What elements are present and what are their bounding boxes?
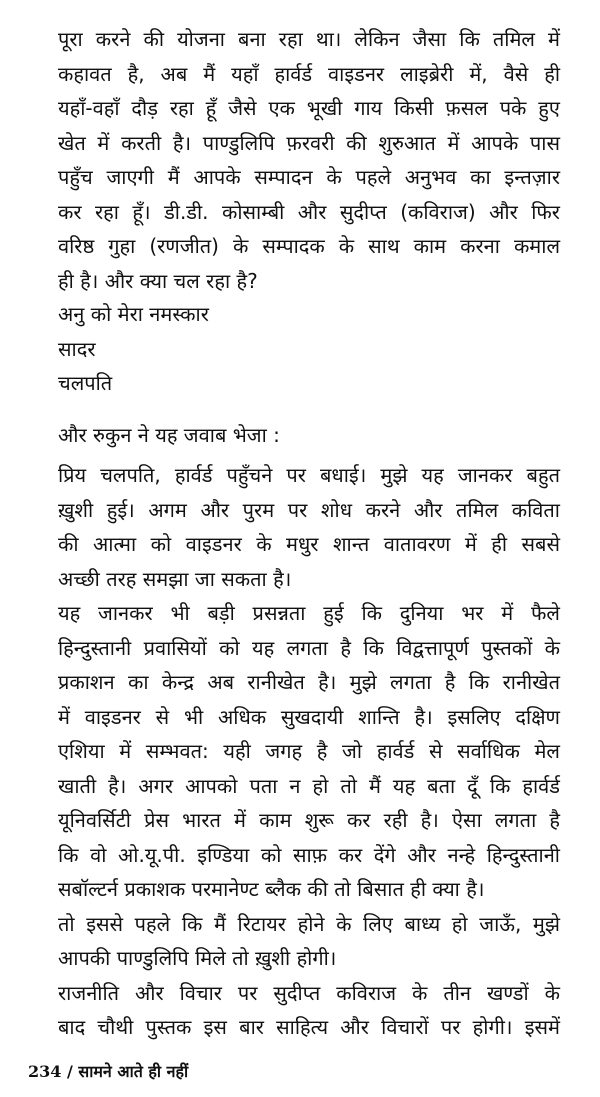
reply-introduction — [58, 418, 560, 453]
footer-separator: / — [61, 1062, 79, 1081]
text-line: ख़ुशी हुई। अगम और पुरम पर शोध करने और तमिल कविता — [58, 497, 560, 522]
paragraph-3 — [58, 907, 560, 976]
text-line: अच्छी तरह समझा जा सकता है। — [58, 566, 292, 591]
text-line: पूरा करने की योजना बना रहा था। लेकिन जैसा कि तमिल में — [58, 27, 560, 51]
text-line: यहाँ-वहाँ दौड़ रहा हूँ जैसे एक भूखी गाय किसी फ़सल पके हुए — [58, 96, 560, 120]
text-line: प्रकाशन का केन्द्र अब रानीखेत है। मुझे लगता है कि रानीखेत — [58, 670, 560, 694]
text-line: वरिष्ठ गुहा (रणजीत) के सम्पादक के साथ काम करना कमाल — [58, 234, 560, 258]
text-line: में वाइडनर से भी अधिक सुखदायी शान्ति है। इसलिए दक्षिण — [58, 704, 560, 729]
closing-regards: सादर — [58, 336, 96, 361]
text-line: हिन्दुस्तानी प्रवासियों को यह लगता है कि विद्वत्तापूर्ण पुस्तकों के — [58, 635, 560, 660]
text-line: एशिया में सम्भवत: यही जगह है जो हार्वर्ड से सर्वाधिक मेल — [58, 739, 560, 763]
text-line: बाद चौथी पुस्तक इस बार साहित्य और विचारों पर होगी। इसमें — [58, 1015, 560, 1039]
text-line: प्रिय चलपति, हार्वर्ड पहुँचने पर बधाई। मुझे यह जानकर बहुत — [58, 463, 560, 487]
text-line: यूनिवर्सिटी प्रेस भारत में काम शुरू कर रही है। ऐसा लगता है — [58, 808, 560, 832]
page-number: 234 — [28, 1062, 62, 1081]
text-line: कि वो ओ.यू.पी. इण्डिया को साफ़ कर देंगे और नन्हे हिन्दुस्तानी — [58, 842, 560, 867]
text-line: पहुँच जाएगी मैं आपके सम्पादन के पहले अनुभव का इन्तज़ार — [58, 165, 560, 189]
letter-closing — [58, 297, 560, 401]
paragraph-4 — [58, 976, 560, 1045]
text-line: आपकी पाण्डुलिपि मिले तो ख़ुशी होगी। — [58, 946, 337, 970]
paragraph-2 — [58, 596, 560, 907]
text-line: खाती है। अगर आपको पता न हो तो मैं यह बता दूँ कि हार्वर्ड — [58, 773, 560, 798]
reply-intro-line: और रुकुन ने यह जवाब भेजा : — [58, 423, 280, 447]
paragraph-1 — [58, 458, 560, 596]
text-line: खेत में करती है। पाण्डुलिपि फ़रवरी की शुरुआत में आपके पास — [58, 130, 560, 155]
text-line: राजनीति और विचार पर सुदीप्त कविराज के तीन खण्डों के — [58, 980, 560, 1005]
text-line: कर रहा हूँ। डी.डी. कोसाम्बी और सुदीप्त (कविराज) और फिर — [58, 199, 560, 224]
letter-from-rukun — [58, 458, 560, 1045]
text-line: कहावत है, अब मैं यहाँ हार्वर्ड वाइडनर लाइब्रेरी में, वैसे ही — [58, 61, 560, 86]
text-line: ही है। और क्या चल रहा है? — [58, 268, 258, 293]
book-title: सामने आते ही नहीं — [78, 1062, 189, 1081]
closing-greeting: अनु को मेरा नमस्कार — [58, 302, 209, 326]
text-line: यह जानकर भी बड़ी प्रसन्नता हुई कि दुनिया भर में फैले — [58, 601, 560, 625]
text-line: की आत्मा को वाइडनर के मधुर शान्त वातावरण में ही सबसे — [58, 532, 560, 556]
page-footer — [28, 1060, 188, 1082]
letter-from-chalapati — [58, 22, 560, 298]
closing-signature: चलपति — [58, 371, 113, 395]
text-line: सबॉल्टर्न प्रकाशक परमानेण्ट ब्लैक की तो बिसात ही क्या है। — [58, 877, 485, 901]
text-line: तो इससे पहले कि मैं रिटायर होने के लिए बाध्य हो जाऊँ, मुझे — [58, 911, 560, 936]
